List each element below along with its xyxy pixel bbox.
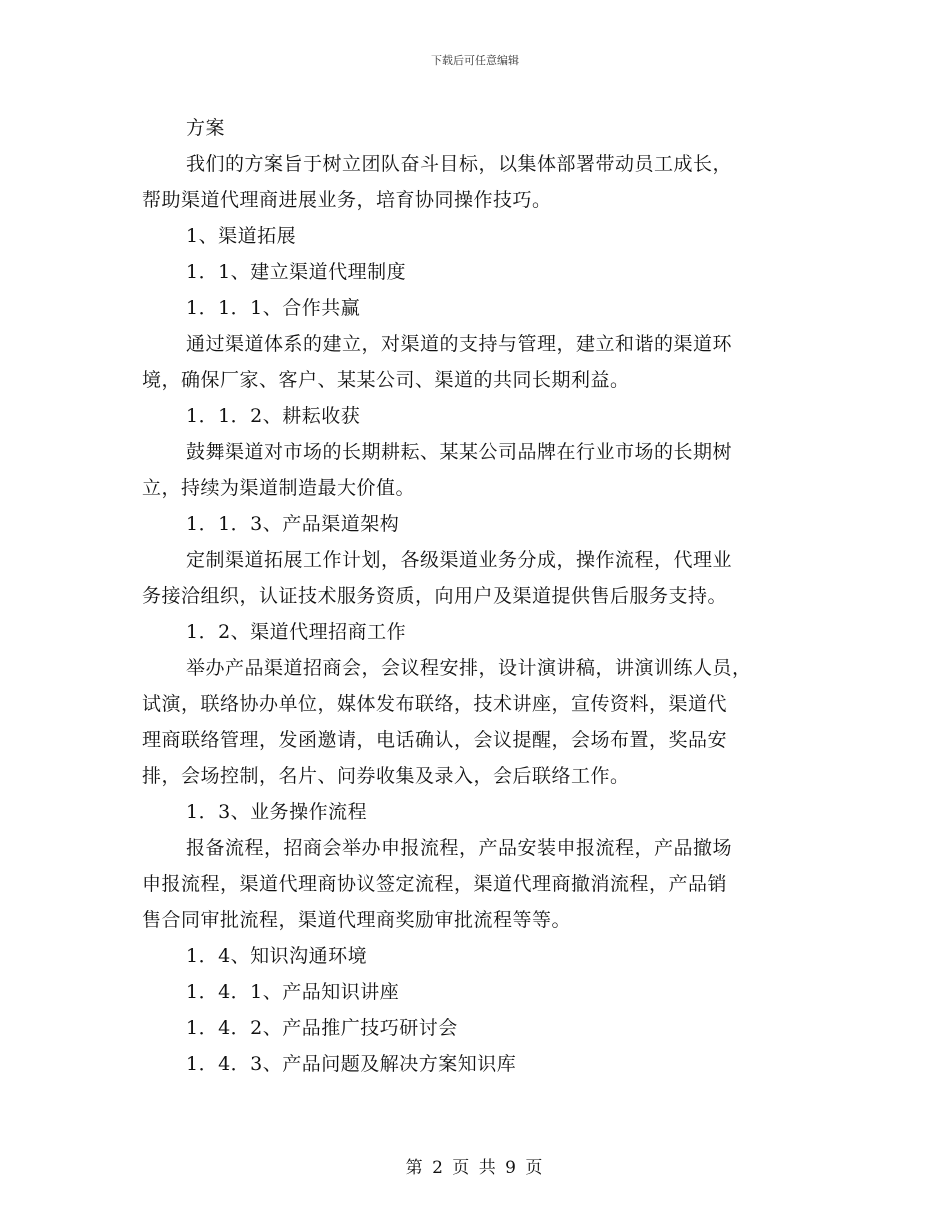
paragraph-line: 我们的方案旨于树立团队奋斗目标，以集体部署带动员工成长， xyxy=(186,153,733,175)
paragraph-line: 试演，联络协办单位，媒体发布联络，技术讲座，宣传资料，渠道代 xyxy=(142,693,728,715)
paragraph-line: 务接洽组织，认证技术服务资质，向用户及渠道提供售后服务支持。 xyxy=(142,585,728,607)
paragraph-line: 举办产品渠道招商会，会议程安排，设计演讲稿，讲演训练人员， xyxy=(186,657,752,679)
paragraph-line: 报备流程，招商会举办申报流程，产品安装申报流程，产品撤场 xyxy=(186,837,733,859)
section-heading: 1．4．1、产品知识讲座 xyxy=(186,981,400,1003)
paragraph-line: 立，持续为渠道制造最大价值。 xyxy=(142,477,416,499)
paragraph-line: 方案 xyxy=(186,117,226,139)
section-heading: 1．1．2、耕耘收获 xyxy=(186,405,361,427)
paragraph-line: 通过渠道体系的建立，对渠道的支持与管理，建立和谐的渠道环 xyxy=(186,333,733,355)
section-heading: 1．1．3、产品渠道架构 xyxy=(186,513,400,535)
page-header: 下载后可任意编辑 xyxy=(431,54,519,67)
paragraph-line: 境，确保厂家、客户、某某公司、渠道的共同长期利益。 xyxy=(142,369,630,391)
section-heading: 1．2、渠道代理招商工作 xyxy=(186,621,407,643)
page-footer: 第 2 页 共 9 页 xyxy=(405,1158,545,1178)
section-heading: 1、渠道拓展 xyxy=(186,225,297,247)
paragraph-line: 定制渠道拓展工作计划，各级渠道业务分成，操作流程，代理业 xyxy=(186,549,733,571)
paragraph-line: 售合同审批流程，渠道代理商奖励审批流程等等。 xyxy=(142,909,572,931)
section-heading: 1．4．2、产品推广技巧研讨会 xyxy=(186,1017,458,1039)
paragraph-line: 鼓舞渠道对市场的长期耕耘、某某公司品牌在行业市场的长期树 xyxy=(186,441,733,463)
document-body xyxy=(142,110,812,1082)
section-heading: 1．3、业务操作流程 xyxy=(186,801,368,823)
paragraph-line: 申报流程，渠道代理商协议签定流程，渠道代理商撤消流程，产品销 xyxy=(142,873,728,895)
section-heading: 1．4．3、产品问题及解决方案知识库 xyxy=(186,1053,517,1075)
paragraph-line: 排，会场控制，名片、问券收集及录入，会后联络工作。 xyxy=(142,765,630,787)
paragraph-line: 帮助渠道代理商进展业务，培育协同操作技巧。 xyxy=(142,189,552,211)
section-heading: 1．1．1、合作共赢 xyxy=(186,297,361,319)
section-heading: 1．1、建立渠道代理制度 xyxy=(186,261,407,283)
section-heading: 1．4、知识沟通环境 xyxy=(186,945,368,967)
paragraph-line: 理商联络管理，发函邀请，电话确认，会议提醒，会场布置，奖品安 xyxy=(142,729,728,751)
